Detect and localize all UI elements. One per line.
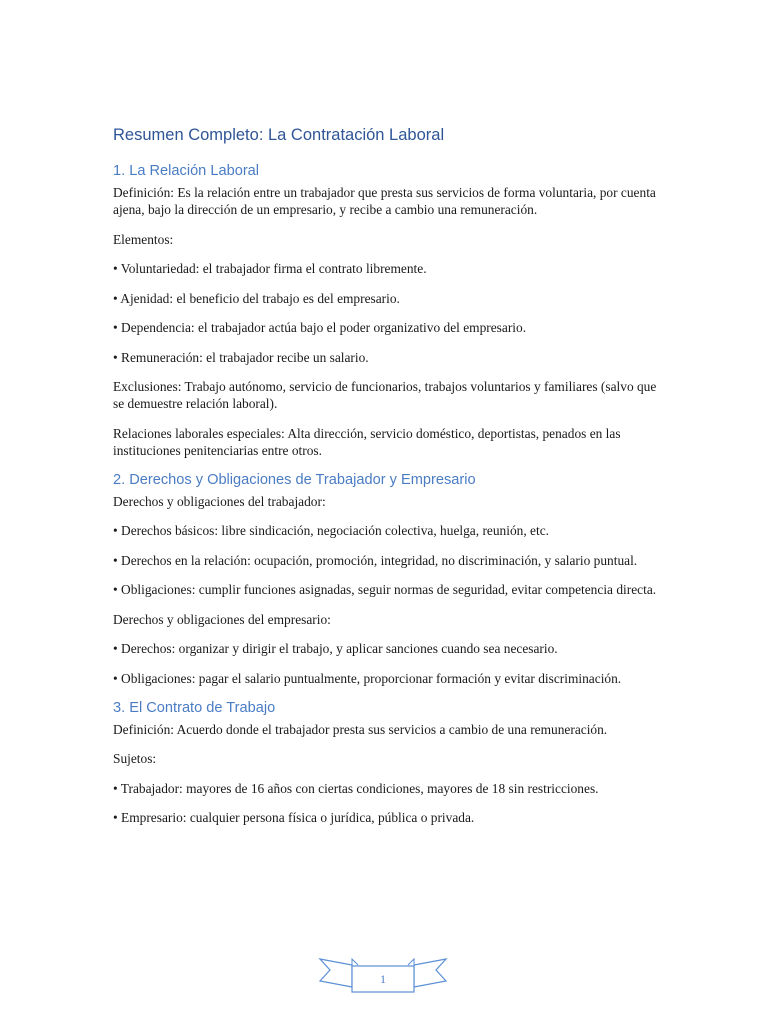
paragraph: Elementos: [113, 231, 174, 247]
paragraph: Derechos y obligaciones del empresario: [113, 611, 331, 627]
bullet-item: • Obligaciones: cumplir funciones asignadas, seguir normas de seguridad, evitar competencia directa. [113, 582, 657, 597]
paragraph: Definición: Acuerdo donde el trabajador presta sus servicios a cambio de una remuneración. [113, 721, 608, 737]
paragraph: Derechos y obligaciones del trabajador: [113, 493, 326, 509]
bullet-item: • Voluntariedad: el trabajador firma el contrato libremente. [113, 261, 427, 276]
page-number: 1 [380, 972, 386, 986]
paragraph: Definición: Es la relación entre un trabajador que presta sus servicios de forma voluntaria, por cuenta ajena, bajo la dirección de un empresario, y recibe a cambio una remuneración. [113, 185, 656, 217]
bullet-item: • Empresario: cualquier persona física o jurídica, pública o privada. [113, 810, 475, 825]
section-relacion-laboral [113, 161, 658, 459]
bullet-item: • Remuneración: el trabajador recibe un salario. [113, 349, 369, 365]
section-heading: 1. La Relación Laboral [113, 163, 260, 179]
section-derechos-obligaciones [113, 470, 658, 687]
document-body [113, 124, 658, 839]
bullet-item: • Derechos: organizar y dirigir el trabajo, y aplicar sanciones cuando sea necesario. [113, 641, 558, 656]
bullet-item: • Derechos básicos: libre sindicación, negociación colectiva, huelga, reunión, etc. [113, 523, 549, 538]
document-title: Resumen Completo: La Contratación Laboral [113, 126, 445, 144]
bullet-item: • Ajenidad: el beneficio del trabajo es del empresario. [113, 290, 400, 306]
paragraph: Sujetos: [113, 751, 157, 766]
section-heading: 3. El Contrato de Trabajo [113, 699, 276, 716]
bullet-item: • Derechos en la relación: ocupación, promoción, integridad, no discriminación, y salario puntual. [113, 552, 638, 568]
bullet-item: • Dependencia: el trabajador actúa bajo el poder organizativo del empresario. [113, 320, 527, 335]
section-heading: 2. Derechos y Obligaciones de Trabajador y Empresario [113, 471, 476, 488]
section-contrato-trabajo [113, 698, 658, 827]
bullet-item: • Obligaciones: pagar el salario puntualmente, proporcionar formación y evitar discriminación. [113, 670, 622, 686]
bullet-item: • Trabajador: mayores de 16 años con ciertas condiciones, mayores de 18 sin restricciones. [113, 780, 599, 796]
paragraph: Relaciones laborales especiales: Alta dirección, servicio doméstico, deportistas, penados en las instituciones penitenciarias entre otros. [113, 425, 621, 458]
paragraph: Exclusiones: Trabajo autónomo, servicio de funcionarios, trabajos voluntarios y familiares (salvo que se demuestre relación laboral). [113, 379, 657, 411]
